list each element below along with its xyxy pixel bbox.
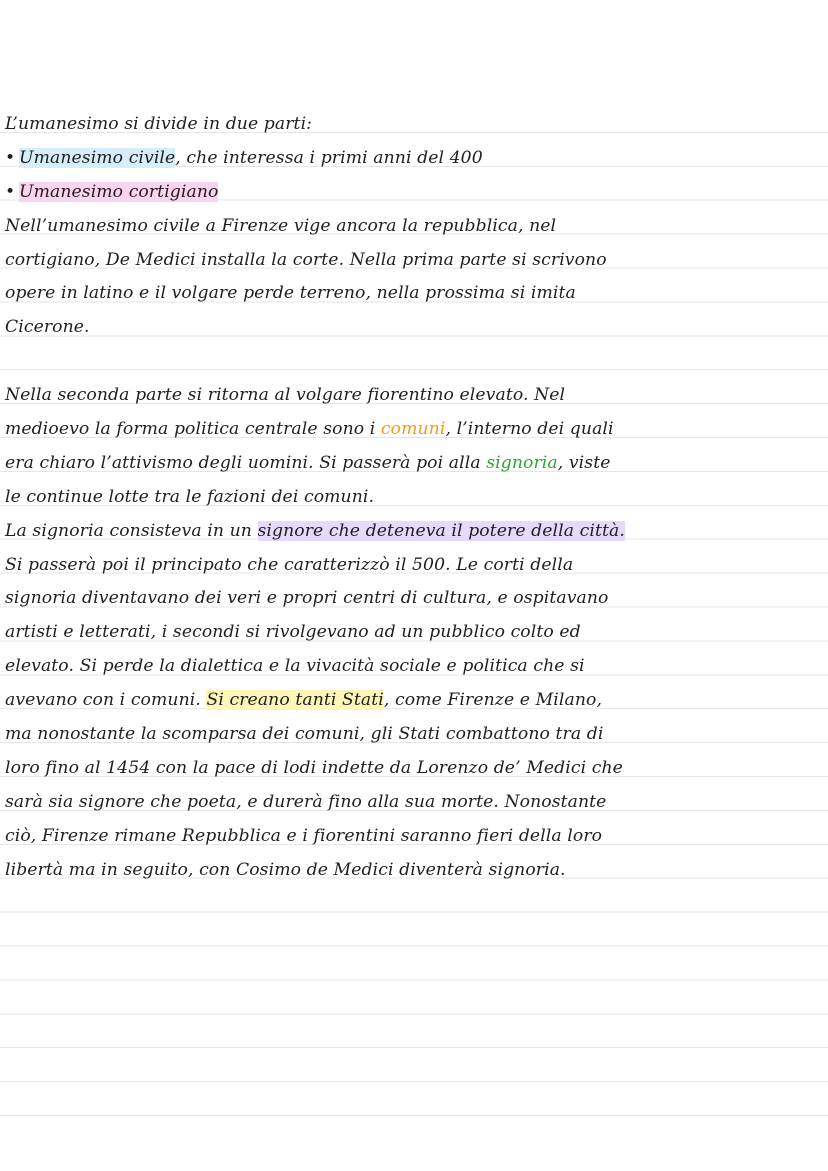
paragraph-line: sarà sia signore che poeta, e durerà fino alla sua morte. Nonostante — [5, 791, 607, 812]
text-segment: medioevo la forma politica centrale sono i — [5, 419, 381, 440]
blank-line — [5, 345, 823, 379]
paragraph-line: ma nonostante la scomparsa dei comuni, gli Stati combattono tra di — [5, 724, 604, 745]
paragraph-line: Nella seconda parte si ritorna al volgare fiorentino elevato. Nel — [5, 385, 566, 406]
highlight-stati: Si creano tanti Stati — [206, 690, 384, 711]
paragraph-line: Cicerone. — [5, 317, 90, 338]
paragraph-line: le continue lotte tra le fazioni dei comuni. — [5, 486, 375, 507]
bullet-item-cortigiano — [5, 176, 823, 210]
highlight-signore: signore che deteneva il potere della città. — [257, 520, 625, 541]
paragraph-line: signoria diventavano dei veri e propri centri di cultura, e ospitavano — [5, 588, 609, 609]
paragraph-line: elevato. Si perde la dialettica e la vivacità sociale e politica che si — [5, 656, 585, 677]
highlight-umanesimo-cortigiano: Umanesimo cortigiano — [19, 181, 219, 202]
colored-word-comuni: comuni — [380, 419, 446, 440]
paragraph-line: opere in latino e il volgare perde terreno, nella prossima si imita — [5, 283, 576, 304]
text-segment: , viste — [557, 452, 611, 473]
text-segment: era chiaro l’attivismo degli uomini. Si passerà poi alla — [5, 452, 487, 473]
bullet-icon: • — [5, 181, 16, 202]
colored-word-signoria: signoria — [486, 452, 558, 473]
text-segment: La signoria consisteva in un — [5, 520, 258, 541]
intro-line: L’umanesimo si divide in due parti: — [5, 114, 313, 134]
paragraph-line — [5, 684, 823, 718]
text-segment: avevano con i comuni. — [5, 690, 207, 711]
paragraph-line — [5, 413, 823, 447]
paragraph-line: Si passerà poi il principato che caratterizzò il 500. Le corti della — [5, 554, 574, 575]
paragraph-line — [5, 447, 823, 481]
text-segment: , come Firenze e Milano, — [383, 690, 603, 711]
paragraph-line: ciò, Firenze rimane Repubblica e i fiorentini saranno fieri della loro — [5, 825, 603, 846]
bullet-text: , che interessa i primi anni del 400 — [175, 147, 483, 168]
bullet-icon: • — [5, 147, 16, 168]
paragraph-line: libertà ma in seguito, con Cosimo de Medici diventerà signoria. — [5, 859, 566, 880]
paragraph-line: artisti e letterati, i secondi si rivolgevano ad un pubblico colto ed — [5, 622, 581, 643]
notes-content — [5, 108, 823, 887]
paragraph-line: Nell’umanesimo civile a Firenze vige ancora la repubblica, nel — [5, 215, 557, 236]
text-segment: , l’interno dei quali — [445, 419, 614, 440]
paragraph-line: loro fino al 1454 con la pace di lodi indette da Lorenzo de’ Medici che — [5, 757, 623, 778]
paragraph-line — [5, 515, 823, 549]
highlight-umanesimo-civile: Umanesimo civile — [19, 147, 176, 168]
paragraph-line: cortigiano, De Medici installa la corte. Nella prima parte si scrivono — [5, 249, 607, 270]
bullet-item-civile — [5, 142, 823, 176]
